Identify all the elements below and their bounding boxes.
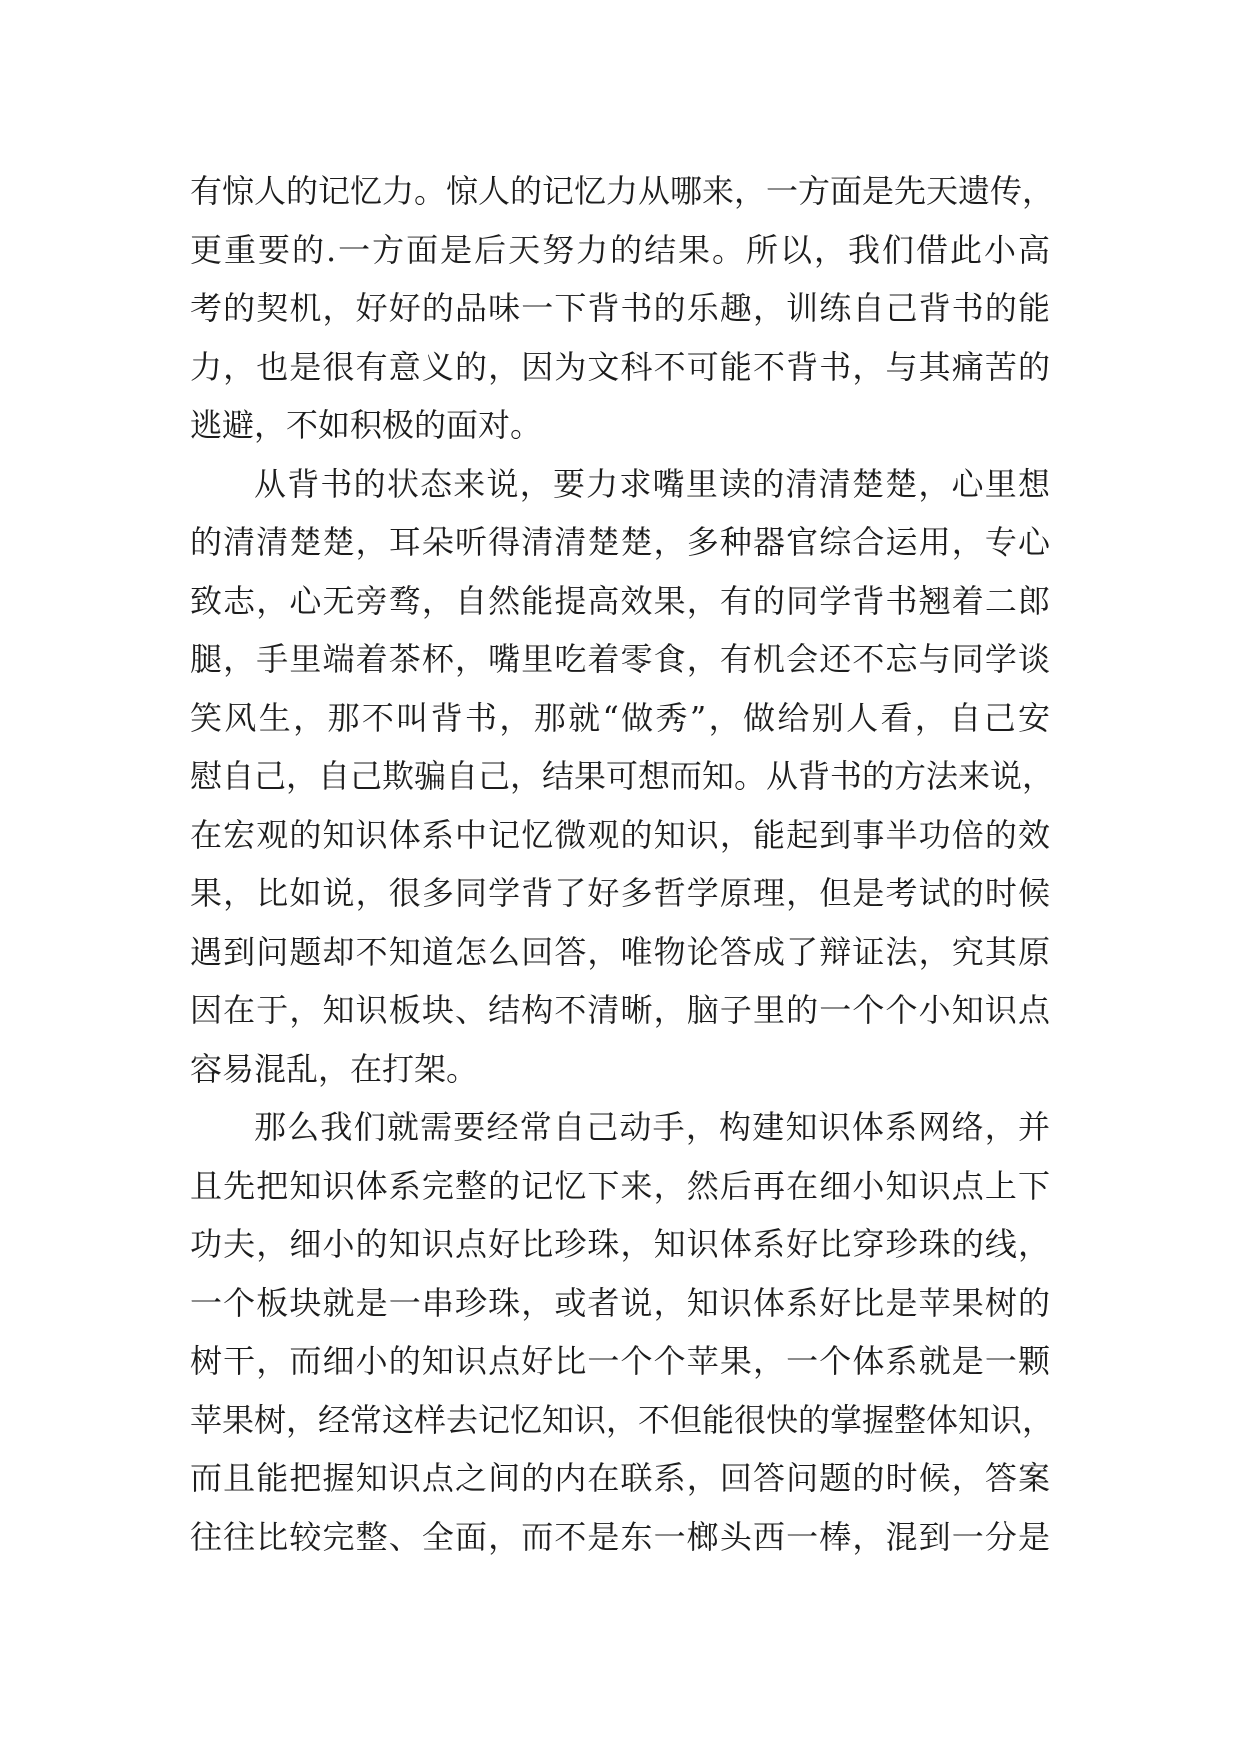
text-line: 果，比如说，很多同学背了好多哲学原理，但是考试的时候 [190, 874, 1050, 912]
text-line: 慰自己，自己欺骗自己，结果可想而知。从背书的方法来说， [190, 757, 1055, 795]
text-line: 笑风生，那不叫背书，那就“做秀”，做给别人看，自己安 [190, 698, 1050, 737]
paragraph-first-line: 从背书的状态来说，要力求嘴里读的清清楚楚，心里想 [254, 464, 1050, 503]
text-line: 苹果树，经常这样去记忆知识，不但能很快的掌握整体知识， [190, 1400, 1055, 1439]
text-line: 的清清楚楚，耳朵听得清清楚楚，多种器官综合运用，专心 [190, 523, 1050, 561]
text-line: 考的契机，好好的品味一下背书的乐趣，训练自己背书的能 [190, 289, 1050, 327]
text-line: 逃避，不如积极的面对。 [190, 406, 543, 444]
text-line: 更重要的.一方面是后天努力的结果。所以，我们借此小高 [190, 230, 1050, 269]
text-line: 有惊人的记忆力。惊人的记忆力从哪来，一方面是先天遗传， [190, 172, 1055, 210]
text-line: 力，也是很有意义的，因为文科不可能不背书，与其痛苦的 [190, 347, 1050, 386]
text-line: 往往比较完整、全面，而不是东一榔头西一棒，混到一分是 [190, 1517, 1050, 1556]
body-text [190, 162, 1055, 1566]
text-line: 容易混乱，在打架。 [190, 1049, 479, 1088]
text-line: 在宏观的知识体系中记忆微观的知识，能起到事半功倍的效 [190, 815, 1050, 854]
text-line: 致志，心无旁骛，自然能提高效果，有的同学背书翘着二郎 [190, 581, 1050, 620]
text-line: 且先把知识体系完整的记忆下来，然后再在细小知识点上下 [190, 1166, 1050, 1205]
text-line: 一个板块就是一串珍珠，或者说，知识体系好比是苹果树的 [190, 1283, 1050, 1322]
text-line: 树干，而细小的知识点好比一个个苹果，一个体系就是一颗 [190, 1342, 1050, 1380]
text-line: 而且能把握知识点之间的内在联系，回答问题的时候，答案 [190, 1459, 1050, 1497]
paragraph-first-line: 那么我们就需要经常自己动手，构建知识体系网络，并 [254, 1108, 1050, 1146]
text-line: 功夫，细小的知识点好比珍珠，知识体系好比穿珍珠的线， [190, 1225, 1050, 1263]
text-line: 遇到问题却不知道怎么回答，唯物论答成了辩证法，究其原 [190, 932, 1050, 971]
text-line: 因在于，知识板块、结构不清晰，脑子里的一个个小知识点 [190, 991, 1050, 1029]
text-line: 腿，手里端着茶杯，嘴里吃着零食，有机会还不忘与同学谈 [190, 640, 1050, 678]
